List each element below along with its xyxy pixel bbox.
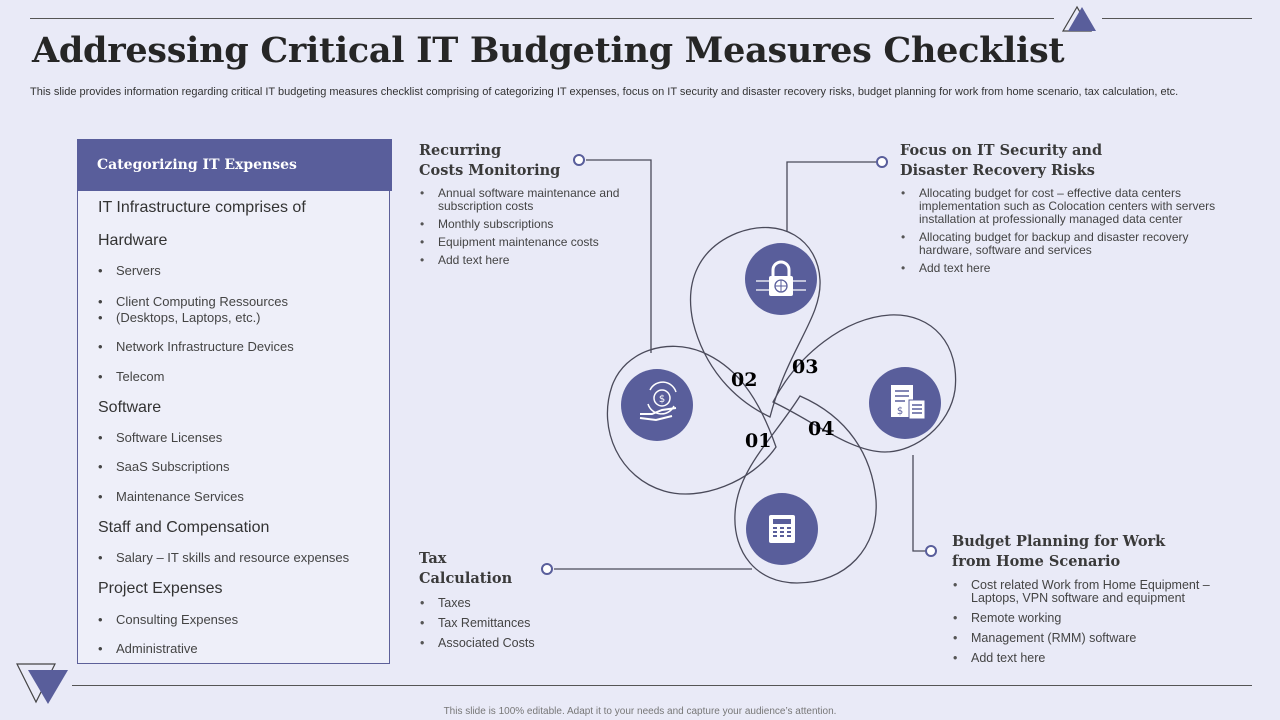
recurring-list bbox=[419, 187, 639, 267]
recurring-section bbox=[419, 141, 639, 272]
list-item: • Associated Costs bbox=[419, 637, 619, 650]
list-item: • Allocating budget for backup and disaster recovery hardware, software and services bbox=[900, 231, 1235, 257]
list-item: • Maintenance Services bbox=[98, 489, 244, 504]
calculator-icon bbox=[746, 493, 818, 565]
list-item: • Add text here bbox=[952, 652, 1242, 665]
number-03: 03 bbox=[792, 356, 819, 378]
list-item: • Equipment maintenance costs bbox=[419, 236, 639, 249]
bottom-rule bbox=[72, 685, 1252, 686]
connector-security bbox=[787, 162, 876, 232]
list-item: • Consulting Expenses bbox=[98, 612, 239, 627]
list-item: • Servers bbox=[98, 263, 161, 278]
wfh-section bbox=[952, 532, 1242, 672]
section-title: Focus on IT Security and bbox=[900, 142, 1103, 159]
list-item: • Salary – IT skills and resource expenses bbox=[98, 550, 350, 565]
money-hand-icon bbox=[621, 369, 693, 441]
panel-intro: IT Infrastructure comprises of bbox=[98, 199, 306, 216]
page-title: Addressing Critical IT Budgeting Measures Checklist bbox=[32, 30, 1065, 71]
section-title: Recurring bbox=[419, 142, 502, 159]
footer-note: This slide is 100% editable. Adapt it to your needs and capture your audience’s attention. bbox=[443, 706, 837, 717]
group-heading: Software bbox=[98, 399, 162, 416]
tax-list bbox=[419, 597, 619, 650]
connector-wfh bbox=[913, 455, 925, 551]
list-item: • Software Licenses bbox=[98, 430, 223, 445]
section-title: Tax bbox=[419, 550, 447, 567]
section-title: Budget Planning for Work bbox=[952, 533, 1166, 550]
section-title: Calculation bbox=[419, 570, 513, 587]
panel-header: Categorizing IT Expenses bbox=[77, 139, 392, 191]
budget-calculator-icon bbox=[869, 367, 941, 439]
section-title: Disaster Recovery Risks bbox=[900, 162, 1095, 179]
list-item: • (Desktops, Laptops, etc.) bbox=[98, 310, 261, 325]
section-title: Costs Monitoring bbox=[419, 162, 561, 179]
list-item: • Network Infrastructure Devices bbox=[98, 339, 294, 354]
list-item: • Add text here bbox=[419, 254, 639, 267]
number-04: 04 bbox=[808, 418, 835, 440]
number-02: 02 bbox=[731, 369, 758, 391]
number-01: 01 bbox=[745, 430, 772, 452]
group-heading: Hardware bbox=[98, 232, 168, 249]
list-item: • Taxes bbox=[419, 597, 619, 610]
list-item: • Add text here bbox=[900, 262, 1235, 275]
tax-section bbox=[419, 549, 619, 657]
list-item: • Annual software maintenance and subscription costs bbox=[419, 187, 639, 213]
list-item: • Monthly subscriptions bbox=[419, 218, 639, 231]
svg-text:$: $ bbox=[896, 406, 904, 417]
list-item: • Management (RMM) software bbox=[952, 632, 1242, 645]
wfh-list bbox=[952, 579, 1242, 665]
dot-security bbox=[877, 157, 887, 167]
list-item: • Remote working bbox=[952, 612, 1242, 625]
list-item: • Cost related Work from Home Equipment – Laptops, VPN software and equipment bbox=[952, 579, 1242, 605]
list-item: • Telecom bbox=[98, 369, 165, 384]
list-item: • Administrative bbox=[98, 641, 198, 656]
lock-network-icon bbox=[745, 243, 817, 315]
svg-text:$: $ bbox=[658, 394, 666, 405]
slide-description: This slide provides information regarding critical IT budgeting measures checklist comprising of categorizing IT expenses, focus on IT security and disaster recovery risks, budget planning for work from home scenario, tax calculation, etc. bbox=[30, 86, 1179, 98]
list-item: • SaaS Subscriptions bbox=[98, 459, 230, 474]
list-item: • Tax Remittances bbox=[419, 617, 619, 630]
section-title: from Home Scenario bbox=[952, 553, 1121, 570]
security-list bbox=[900, 187, 1235, 275]
corner-triangle-icon bbox=[14, 660, 74, 708]
group-heading: Project Expenses bbox=[98, 580, 223, 597]
list-item: • Client Computing Ressources bbox=[98, 294, 288, 309]
security-section bbox=[900, 141, 1235, 280]
group-heading: Staff and Compensation bbox=[98, 519, 270, 536]
list-item: • Allocating budget for cost – effective data centers implementation such as Colocation centers with servers installation at professionally managed data center bbox=[900, 187, 1235, 226]
dot-wfh bbox=[926, 546, 936, 556]
